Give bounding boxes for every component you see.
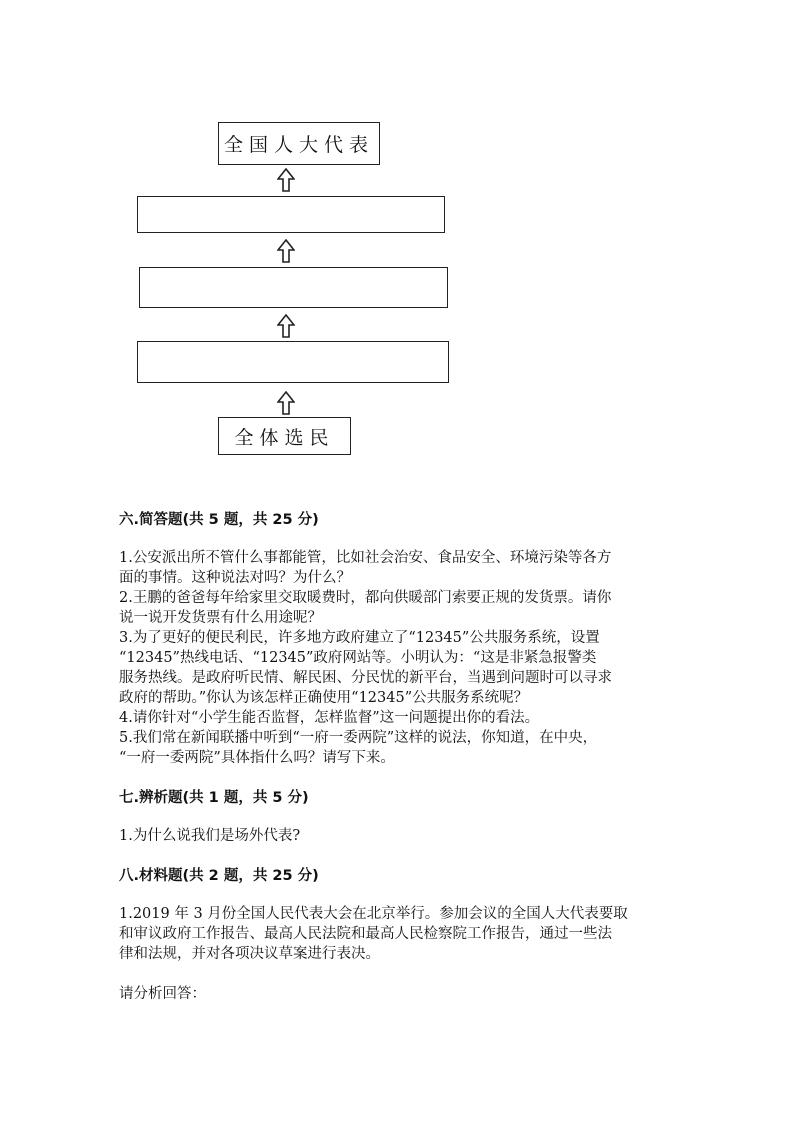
text-line: 律和法规，并对各项决议草案进行表决。 xyxy=(119,946,380,962)
text-line: 说一说开发货票有什么用途呢？ xyxy=(119,610,322,626)
box-all-voters-label: 全体选民 xyxy=(234,426,335,449)
election-hierarchy-diagram xyxy=(0,0,794,470)
material-list xyxy=(119,904,679,964)
up-arrow-icon xyxy=(277,314,295,338)
box-all-voters xyxy=(218,417,351,455)
text-line: 1.为什么说我们是场外代表? xyxy=(119,828,301,844)
text-line: 政府的帮助。”你认为该怎样正确使用“12345”公共服务系统呢？ xyxy=(119,690,529,706)
text-line: 4.请你针对“小学生能否监督，怎样监督”这一问题提出你的看法。 xyxy=(119,710,540,726)
text-line: “12345”热线电话、“12345”政府网站等。小明认为：“这是非紧急报警类 xyxy=(119,650,597,666)
text-line: 服务热线。是政府听民情、解民困、分民忧的新平台，当遇到问题时可以寻求 xyxy=(119,670,612,686)
short-answer-list xyxy=(119,548,679,768)
question-content xyxy=(119,510,679,1004)
text-line: 1.2019 年 3 月份全国人民代表大会在北京举行。参加会议的全国人大代表要取 xyxy=(119,906,628,922)
blank-box-2 xyxy=(139,267,448,308)
box-national-deputies-label: 全国人大代表 xyxy=(223,134,374,156)
section-title-short-answer: 六.简答题(共 5 题，共 25 分) xyxy=(119,512,319,528)
text-line: 2.王鹏的爸爸每年给家里交取暖费时，都向供暖部门索要正规的发货票。请你 xyxy=(119,590,612,606)
text-line: 和审议政府工作报告、最高人民法院和最高人民检察院工作报告，通过一些法 xyxy=(119,926,612,942)
text-line: 面的事情。这种说法对吗？为什么？ xyxy=(119,570,351,586)
blank-box-1 xyxy=(137,196,445,233)
section-title-analysis: 七.辨析题(共 1 题，共 5 分) xyxy=(119,790,309,806)
analysis-prompt: 请分析回答： xyxy=(119,986,206,1002)
up-arrow-icon xyxy=(277,239,295,263)
text-line: “一府一委两院”具体指什么吗？请写下来。 xyxy=(119,750,395,766)
up-arrow-icon xyxy=(277,168,295,192)
section-title-material: 八.材料题(共 2 题，共 25 分) xyxy=(119,868,319,884)
up-arrow-icon xyxy=(277,391,295,415)
text-line: 5.我们常在新闻联播中听到“一府一委两院”这样的说法，你知道，在中央， xyxy=(119,730,598,746)
blank-box-3 xyxy=(137,341,449,383)
box-national-deputies xyxy=(218,122,380,165)
text-line: 1.公安派出所不管什么事都能管，比如社会治安、食品安全、环境污染等各方 xyxy=(119,550,612,566)
text-line: 3.为了更好的便民利民，许多地方政府建立了“12345”公共服务系统，设置 xyxy=(119,630,600,646)
